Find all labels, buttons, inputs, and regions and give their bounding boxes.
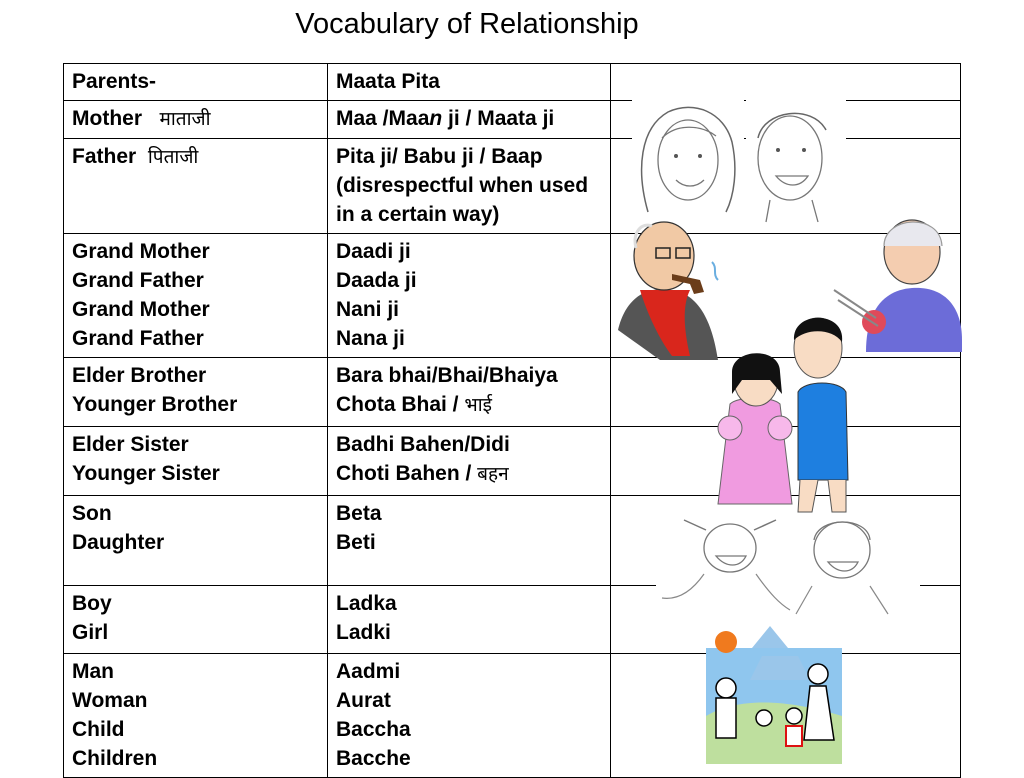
- hindi-term: Nani ji: [336, 298, 400, 321]
- hindi-term: Maa /Maa: [336, 107, 430, 130]
- english-cell: [64, 586, 328, 654]
- hindi-term: Ladka: [336, 592, 397, 615]
- english-term: Son: [72, 502, 112, 525]
- table-row: [64, 64, 961, 101]
- hindi-term: Maata Pita: [336, 70, 440, 93]
- english-term: Daughter: [72, 531, 165, 554]
- english-cell: [64, 64, 328, 101]
- hindi-term: Choti Bahen /: [336, 462, 478, 485]
- hindi-cell: [328, 139, 611, 234]
- hindi-cell: [328, 358, 611, 427]
- picture-cell: [611, 654, 961, 778]
- english-term: Elder Brother: [72, 364, 207, 387]
- hindi-term: Ladki: [336, 621, 391, 644]
- english-cell: [64, 234, 328, 358]
- hindi-term: Nana ji: [336, 327, 405, 350]
- hindi-term: Bacche: [336, 747, 411, 770]
- english-term: Children: [72, 747, 158, 770]
- english-term: Woman: [72, 689, 148, 712]
- page-title: Vocabulary of Relationship: [295, 8, 639, 40]
- english-term: Mother: [72, 107, 142, 130]
- english-term: Grand Mother: [72, 240, 210, 263]
- english-term: Grand Father: [72, 269, 204, 292]
- hindi-term: Badhi Bahen/Didi: [336, 433, 510, 456]
- picture-cell: [611, 427, 961, 496]
- devanagari-term: बहन: [477, 463, 509, 485]
- english-cell: [64, 101, 328, 139]
- english-term: Younger Sister: [72, 462, 220, 485]
- devanagari-term: माताजी: [159, 108, 211, 130]
- table-row: [64, 654, 961, 778]
- table-row: [64, 586, 961, 654]
- devanagari-term: पिताजी: [147, 146, 199, 168]
- hindi-term: Daada ji: [336, 269, 417, 292]
- table-row: [64, 139, 961, 234]
- hindi-cell: [328, 234, 611, 358]
- hindi-term: Pita ji/ Babu ji / Baap (disrespectful when used in a certain way): [336, 145, 589, 226]
- hindi-term: Baccha: [336, 718, 411, 741]
- hindi-cell: [328, 496, 611, 586]
- devanagari-term: भाई: [464, 394, 492, 416]
- picture-cell: [611, 358, 961, 427]
- hindi-term: ji / Maata ji: [442, 107, 555, 130]
- english-term: Parents-: [72, 70, 157, 93]
- table-row: [64, 234, 961, 358]
- english-term: Elder Sister: [72, 433, 189, 456]
- english-term: Girl: [72, 621, 109, 644]
- hindi-cell: [328, 427, 611, 496]
- english-cell: [64, 496, 328, 586]
- english-cell: [64, 358, 328, 427]
- picture-cell: [611, 586, 961, 654]
- vocabulary-table: [63, 63, 961, 778]
- picture-cell: [611, 234, 961, 358]
- english-term: Grand Mother: [72, 298, 210, 321]
- english-term: Grand Father: [72, 327, 204, 350]
- picture-cell: [611, 64, 961, 101]
- english-term: Child: [72, 718, 125, 741]
- table-row: [64, 427, 961, 496]
- hindi-term: Bara bhai/Bhai/Bhaiya: [336, 364, 558, 387]
- table-row: [64, 496, 961, 586]
- picture-cell: [611, 139, 961, 234]
- hindi-term: Aadmi: [336, 660, 401, 683]
- hindi-cell: [328, 64, 611, 101]
- hindi-cell: [328, 586, 611, 654]
- hindi-term: Daadi ji: [336, 240, 411, 263]
- table-row: [64, 101, 961, 139]
- english-cell: [64, 427, 328, 496]
- hindi-term: Beta: [336, 502, 382, 525]
- english-cell: [64, 654, 328, 778]
- english-term: Man: [72, 660, 114, 683]
- english-term: Younger Brother: [72, 393, 238, 416]
- picture-cell: [611, 101, 961, 139]
- english-term: Boy: [72, 592, 112, 615]
- english-term: Father: [72, 145, 137, 168]
- hindi-term: Chota Bhai /: [336, 393, 465, 416]
- hindi-cell: [328, 101, 611, 139]
- table-row: [64, 358, 961, 427]
- english-cell: [64, 139, 328, 234]
- hindi-cell: [328, 654, 611, 778]
- hindi-term-italic: n: [429, 107, 443, 130]
- hindi-term: Beti: [336, 531, 376, 554]
- picture-cell: [611, 496, 961, 586]
- hindi-term: Aurat: [336, 689, 391, 712]
